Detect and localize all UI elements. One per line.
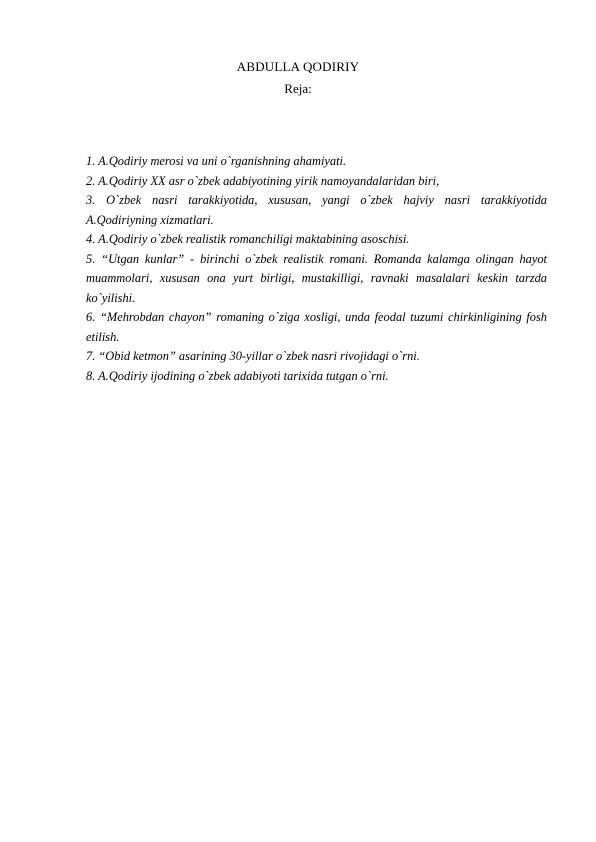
plan-list xyxy=(86,152,547,386)
plan-item-6: 6. “Mehrobdan chayon” romaning o`ziga xosligi, unda feodal tuzumi chirkinligining fosh etilish. xyxy=(86,310,547,344)
plan-item-1: 1. A.Qodiriy merosi va uni o`rganishning ahamiyati. xyxy=(86,154,347,168)
plan-item-8: 8. A.Qodiriy ijodining o`zbek adabiyoti tarixida tutgan o`rni. xyxy=(86,368,389,383)
plan-item-5: 5. “Utgan kunlar” - birinchi o`zbek realistik romani. Romanda kalamga olingan hayot muammolari, xususan ona yurt birligi, mustakilligi, ravnaki masalalari keskin tarzda ko`yilishi. xyxy=(86,251,547,305)
document-title: ABDULLA QODIRIY xyxy=(236,59,360,74)
plan-item-7: 7. “Obid ketmon” asarining 30-yillar o`zbek nasri rivojidagi o`rni. xyxy=(86,349,420,363)
plan-item-2: 2. A.Qodiriy XX asr o`zbek adabiyotining yirik namoyandalaridan biri, xyxy=(86,173,440,188)
plan-item-3: 3. O`zbek nasri tarakkiyotida, xususan, yangi o`zbek hajviy nasri tarakkiyotida A.Qodiriyning xizmatlari. xyxy=(86,193,547,227)
plan-heading: Reja: xyxy=(284,81,312,96)
plan-item-4: 4. A.Qodiriy o`zbek realistik romanchiligi maktabining asoschisi. xyxy=(86,232,410,246)
